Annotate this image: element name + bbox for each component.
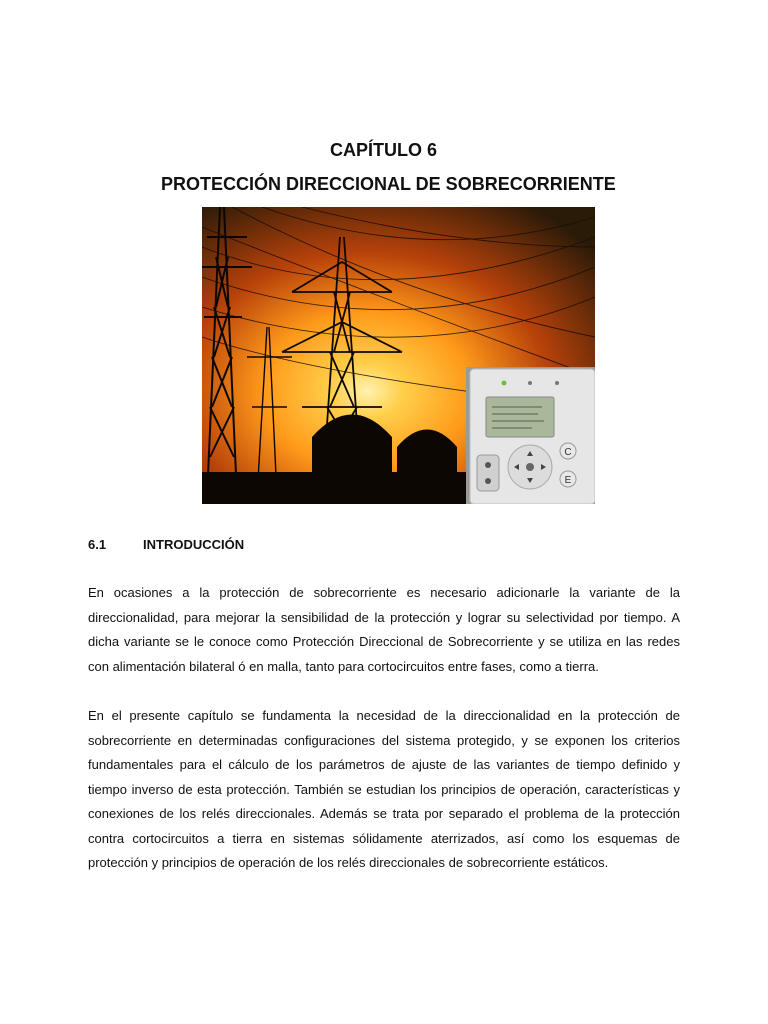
chapter-title: PROTECCIÓN DIRECCIONAL DE SOBRECORRIENTE xyxy=(161,174,616,194)
chapter-number: CAPÍTULO 6 xyxy=(330,140,438,160)
paragraph-2: En el presente capítulo se fundamenta la necesidad de la direccionalidad en la protección de sobrecorriente en determinadas configuraciones del sistema protegido, y se exponen los criterios fundamentales para el cálculo de los parámetros de ajuste de las variantes de tiempo definido y tiempo inverso de esta protección. También se estudian los principios de operación, características y conexiones de los relés direccionales. Además se trata por separado el problema de la protección contra cortocircuitos a tierra en sistemas sólidamente aterrizados, así como los esquemas de protección y principios de operación de los relés direccionales de sobrecorriente estáticos. xyxy=(88,708,680,870)
relay-button-e: E xyxy=(564,475,572,486)
relay-button-c: C xyxy=(564,447,572,458)
section-title: INTRODUCCIÓN xyxy=(143,537,245,552)
power-lines-and-relay-image xyxy=(202,207,595,504)
paragraph-1: En ocasiones a la protección de sobrecorriente es necesario adicionarle la variante de la direccionalidad, para mejorar la sensibilidad de la protección y lograr su selectividad por tiempo. A dicha variante se le conoce como Protección Direccional de Sobrecorriente y se utiliza en las redes con alimentación bilateral ó en malla, tanto para cortocircuitos entre fases, como a tierra. xyxy=(88,585,680,674)
section-number: 6.1 xyxy=(88,537,107,552)
chapter-figure xyxy=(202,207,595,504)
